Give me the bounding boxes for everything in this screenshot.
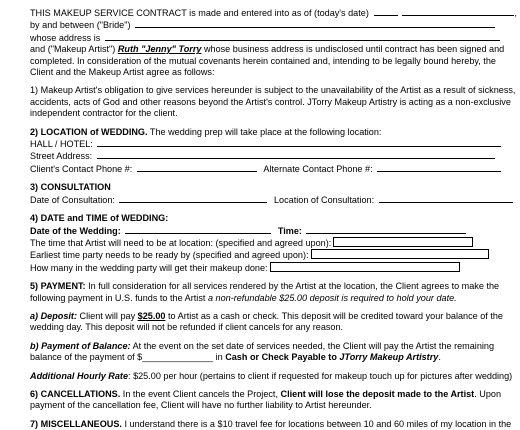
intro-text-6: Client and the Makeup Artist agree as follows: — [30, 67, 215, 78]
hall-row — [30, 138, 520, 150]
consultation-date-label: Date of Consultation: — [30, 194, 115, 205]
wedding-date-label: Date of the Wedding: — [30, 225, 121, 236]
intro-line-1: THIS MAKEUP SERVICE CONTRACT is made and entered into as of (today's date) , — [30, 8, 517, 18]
section-1-line-3 — [30, 108, 520, 119]
consultation-date-blank — [119, 194, 267, 203]
ready-time-field — [311, 249, 489, 259]
hourly-rate-line — [30, 371, 520, 382]
ready-time-label: Earliest time party needs to be ready by (specified and agreed upon): — [30, 250, 309, 261]
section-3-title: 3) CONSULTATION — [30, 182, 111, 193]
balance-label: b) Payment of Balance: — [30, 340, 131, 351]
street-blank — [97, 150, 495, 159]
bride-name-blank — [135, 19, 495, 28]
ready-time-row — [30, 249, 520, 261]
wedding-time-label: Time: — [277, 225, 302, 236]
wedding-date-blank — [125, 225, 271, 234]
balance-payee: JTorry Makeup Artistry — [339, 352, 439, 363]
deposit-line-2 — [30, 322, 520, 333]
section-3-heading — [30, 182, 520, 193]
section-5-line-2 — [30, 293, 520, 304]
artist-name: Ruth "Jenny" Torry — [117, 44, 202, 55]
intro-text-5: completed. In consideration of the mutual covenants herein contained and, intending to be legally bound hereby, the — [30, 55, 496, 66]
street-label: Street Address: — [30, 151, 93, 162]
consultation-row — [30, 194, 520, 206]
todays-date-blank-1 — [374, 7, 398, 16]
deposit-text-1b: to Artist as a cash or check. This deposit will be credited toward your balance of the — [168, 310, 503, 321]
intro-line-3 — [30, 32, 520, 44]
alt-phone-label: Alternate Contact Phone #: — [263, 163, 373, 174]
section-2-title: 2) LOCATION of WEDDING. — [30, 126, 148, 137]
section-1-text-2: accidents, acts of God and other reasons beyond the Artist's control. JTorry Makeup Artistry is acting as a non-exclusive — [30, 96, 511, 107]
hall-blank — [97, 138, 501, 147]
deposit-line-1 — [30, 311, 520, 322]
balance-in: in — [215, 352, 223, 363]
section-6-text-1a: In the event Client cancels the Project, — [122, 388, 278, 399]
balance-line-2 — [30, 352, 520, 363]
section-5-title: 5) PAYMENT: — [30, 281, 86, 292]
section-7-text: I understand there is a $10 travel fee for locations between 10 and 60 miles of my location in the — [124, 418, 512, 429]
consultation-location-label: Location of Consultation: — [274, 194, 375, 205]
section-1-text-3: independent contractor for the client. — [30, 108, 178, 119]
balance-end: . — [438, 352, 441, 363]
phone-blank — [137, 163, 257, 172]
balance-payable: Cash or Check Payable to — [225, 352, 337, 363]
section-1-line-2 — [30, 97, 520, 108]
wedding-date-row — [30, 225, 520, 237]
section-6-text-1b: Client will lose the deposit made to the Artist — [280, 388, 475, 399]
deposit-note: a non-refundable $25.00 deposit is required to hold your date. — [207, 292, 457, 303]
address-label: whose address is — [30, 32, 101, 43]
section-7-title: 7) MISCELLANEOUS. — [30, 418, 122, 429]
bride-label: by and between ("Bride") — [30, 20, 131, 31]
hourly-rate-label: Additional Hourly Rate — [30, 370, 129, 381]
section-6-title: 6) CANCELLATIONS. — [30, 388, 121, 399]
section-2-subtitle: The wedding prep will take place at the following location: — [149, 126, 382, 137]
deposit-text-2: wedding day. This deposit will not be refunded if client cancels for any reason. — [30, 322, 344, 333]
street-row — [30, 150, 520, 162]
intro-line-2 — [30, 19, 520, 31]
address-blank — [105, 32, 500, 41]
arrival-time-row — [30, 237, 520, 249]
balance-amount-blank: ______________ — [142, 352, 214, 363]
section-4-heading — [30, 213, 520, 224]
phone-row — [30, 163, 520, 175]
deposit-label: a) Deposit: — [30, 310, 77, 321]
alt-phone-blank — [377, 163, 501, 172]
arrival-time-label: The time that Artist will need to be at location: (specified and agreed upon): — [30, 237, 332, 248]
section-4-title: 4) DATE and TIME of WEDDING: — [30, 213, 169, 224]
section-5-line-1 — [30, 281, 520, 292]
artist-label: and ("Makeup Artist") — [30, 44, 116, 55]
section-2-heading — [30, 127, 520, 138]
todays-date-blank-2 — [402, 7, 514, 16]
party-count-row — [30, 262, 520, 274]
wedding-time-blank — [306, 225, 466, 234]
consultation-location-blank — [379, 194, 513, 203]
party-count-label: How many in the wedding party will get their makeup done: — [30, 262, 268, 273]
section-5-text-2: following payment in U.S. funds to the Artist — [30, 292, 206, 303]
hourly-rate-text: : $25.00 per hour (pertains to client if requested for makeup touch up for pictures after wedding) — [128, 370, 513, 381]
party-count-field — [270, 262, 460, 272]
section-6-text-1c: . Upon — [474, 388, 501, 399]
section-7-line-1 — [30, 419, 520, 430]
artist-address-text: whose business address is undisclosed until contract has been signed and — [203, 44, 505, 55]
intro-line-6 — [30, 67, 520, 78]
section-6-line-2 — [30, 400, 520, 411]
balance-text-2a: balance of the payment of $ — [30, 352, 143, 363]
deposit-text-1a: Client will pay — [79, 310, 136, 321]
balance-line-1 — [30, 341, 520, 352]
balance-text-1: At the event on the set date of services needed, the Client will pay the Artist the remaining — [132, 340, 495, 351]
intro-line-5 — [30, 56, 520, 67]
arrival-time-field — [333, 237, 473, 247]
hall-label: HALL / HOTEL: — [30, 139, 93, 150]
intro-line-4 — [30, 44, 520, 55]
intro-text-1: THIS MAKEUP SERVICE CONTRACT is made and entered into as of (today's date) — [30, 8, 369, 18]
deposit-amount: $25.00 — [137, 310, 166, 321]
phone-label: Client's Contact Phone #: — [30, 163, 133, 174]
section-6-text-2: payment of the cancellation fee, Client will have no further liability to Artist hereunder. — [30, 400, 372, 411]
section-1-text-1: 1) Makeup Artist's obligation to give services hereunder is subject to the unavailability of the Artist as a result of sickness, — [30, 85, 516, 96]
section-5-text-1: In full consideration for all services rendered by the Artist at the location, the Client agrees to make the — [88, 281, 500, 292]
section-1-line-1 — [30, 85, 520, 96]
section-6-line-1 — [30, 389, 520, 400]
